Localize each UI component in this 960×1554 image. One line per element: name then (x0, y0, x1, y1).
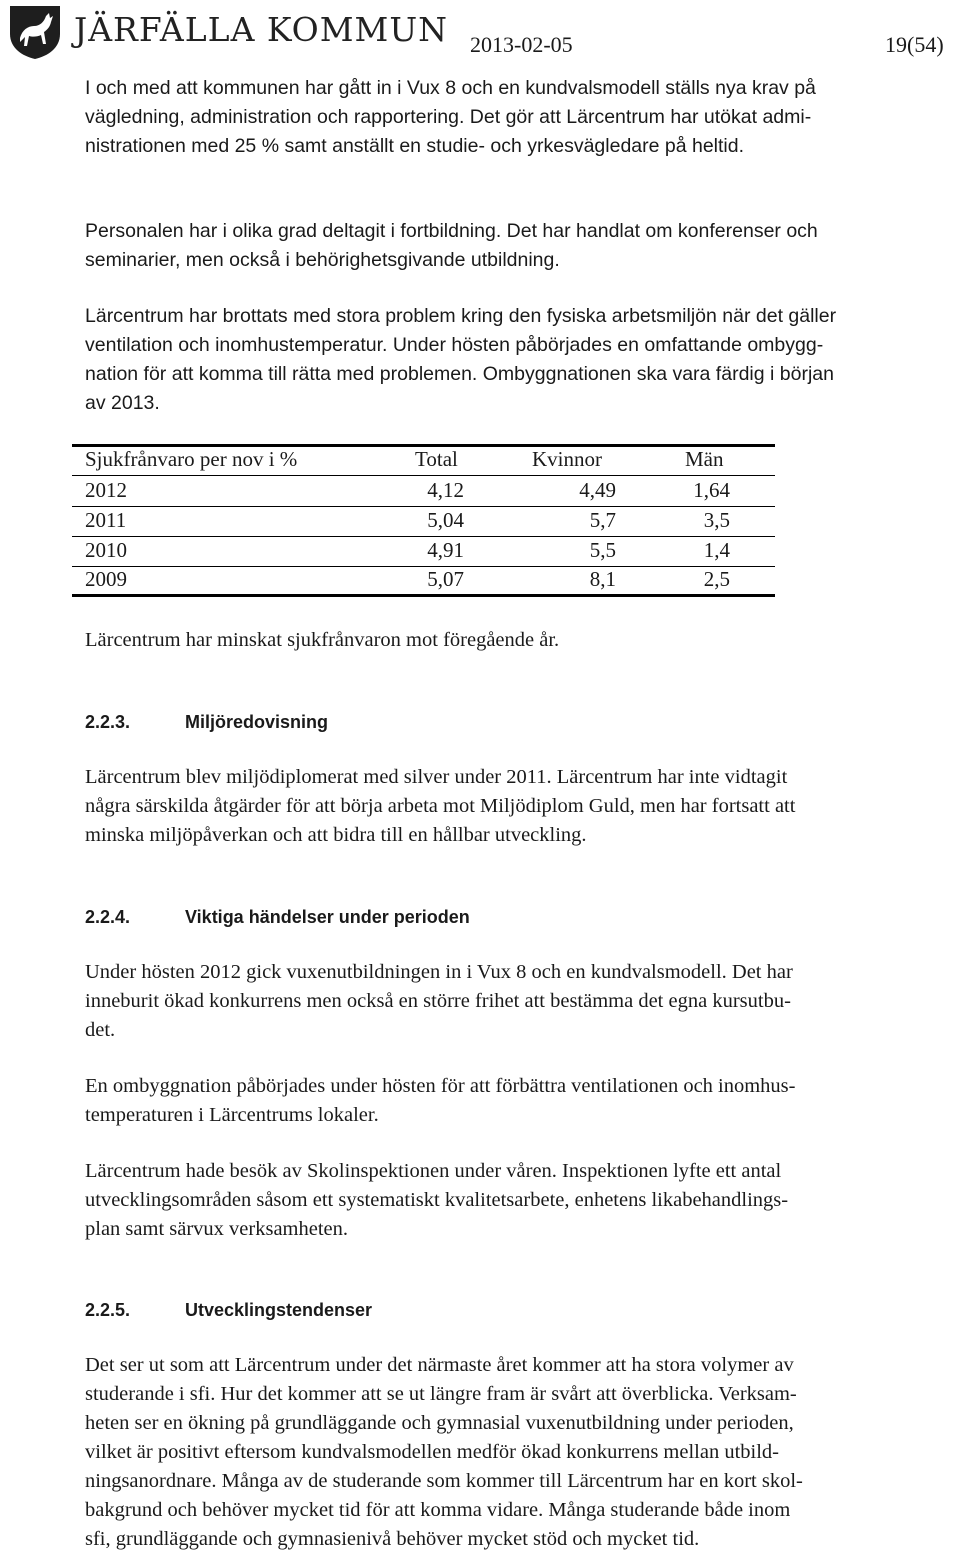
paragraph: Under hösten 2012 gick vuxenutbildningen in i Vux 8 och en kundvalsmodell. Det har inneburit ökad konkurrens men också en större frihet att bestämma det egna kursutbu- det. (85, 961, 793, 1041)
section-number: 2.2.3. (85, 712, 131, 732)
table-header-total: Total (415, 447, 458, 471)
document-date: 2013-02-05 (470, 32, 573, 57)
organization-name: JÄRFÄLLA KOMMUN (74, 10, 449, 49)
coat-of-arms-logo (6, 4, 64, 60)
section-title: Viktiga händelser under perioden (185, 907, 470, 927)
table-cell: 3,5 (703, 508, 730, 532)
table-cell: 8,1 (589, 567, 616, 591)
table-cell: 5,04 (427, 508, 464, 532)
table-cell: 1,4 (703, 538, 730, 562)
paragraph: En ombyggnation påbörjades under hösten för att förbättra ventilationen och inomhus- temperaturen i Lärcentrums lokaler. (85, 1075, 796, 1126)
table-cell: 5,07 (427, 567, 464, 591)
paragraph: Det ser ut som att Lärcentrum under det närmaste året kommer att ha stora volymer av studerande i sfi. Hur det kommer att se ut längre fram är svårt att överblicka. Verksam- heten ser en ökning på grundläggande och gymnasial vuxenutbildning under perioden, vilket är positivt eftersom kundvalsmodellen medför ökad konkurrens mellan utbild- ningsanordnare. Många av de studerande som kommer till Lärcentrum har en kort skol- bakgrund och behöver mycket tid för att komma vidare. Många studerande både inom sfi, grundläggande och gymnasienivå behöver mycket stöd och mycket tid. (85, 1354, 803, 1550)
table-cell: 2009 (85, 567, 127, 591)
section-number: 2.2.4. (85, 907, 131, 927)
paragraph-intro: I och med att kommunen har gått in i Vux 8 och en kundvalsmodell ställs nya krav på vägledning, administration och rapportering. Det gör att Lärcentrum har utökat admi- nistrationen med 25 % samt anställt en studie- och yrkesvägledare på heltid. (85, 77, 816, 157)
table-cell: 5,7 (589, 508, 616, 532)
table-note: Lärcentrum har minskat sjukfrånvaron mot föregående år. (85, 629, 560, 651)
table-header-label: Sjukfrånvaro per nov i % (85, 447, 298, 471)
table-row-rule (72, 536, 775, 537)
table-header-men: Män (685, 447, 724, 471)
paragraph: Lärcentrum blev miljödiplomerat med silver under 2011. Lärcentrum har inte vidtagit några särskilda åtgärder för att börja arbeta mot Miljödiplom Guld, men har fortsatt att minska miljöpåverkan och att bidra till en hållbar utveckling. (85, 766, 796, 846)
table-cell: 5,5 (589, 538, 616, 562)
table-cell: 4,49 (579, 478, 616, 502)
paragraph-training: Personalen har i olika grad deltagit i fortbildning. Det har handlat om konferenser och seminarier, men också i behörighetsgivande utbildning. (85, 220, 818, 271)
page-number: 19(54) (885, 32, 944, 57)
table-header-rule (72, 475, 775, 476)
table-cell: 1,64 (693, 478, 730, 502)
table-cell: 4,91 (427, 538, 464, 562)
table-cell: 4,12 (427, 478, 464, 502)
table-cell: 2010 (85, 538, 127, 562)
table-bottom-rule (72, 594, 775, 597)
table-row-rule (72, 506, 775, 507)
table-cell: 2012 (85, 478, 127, 502)
section-number: 2.2.5. (85, 1300, 131, 1320)
table-cell: 2,5 (703, 567, 730, 591)
table-header-women: Kvinnor (532, 447, 602, 471)
paragraph-work-environment: Lärcentrum har brottats med stora problem kring den fysiska arbetsmiljön när det gäller ventilation och inomhustemperatur. Under hösten påbörjades en omfattande ombygg- nation för att komma till rätta med problemen. Ombyggnationen ska vara färdig i början av 2013. (85, 305, 837, 414)
paragraph: Lärcentrum hade besök av Skolinspektionen under våren. Inspektionen lyfte ett antal utvecklingsområden såsom ett systematiskt kvalitetsarbete, enhetens likabehandlings- plan samt särvux verksamheten. (85, 1160, 789, 1240)
section-title: Miljöredovisning (185, 712, 329, 732)
table-cell: 2011 (85, 508, 127, 532)
section-title: Utvecklingstendenser (185, 1300, 373, 1320)
